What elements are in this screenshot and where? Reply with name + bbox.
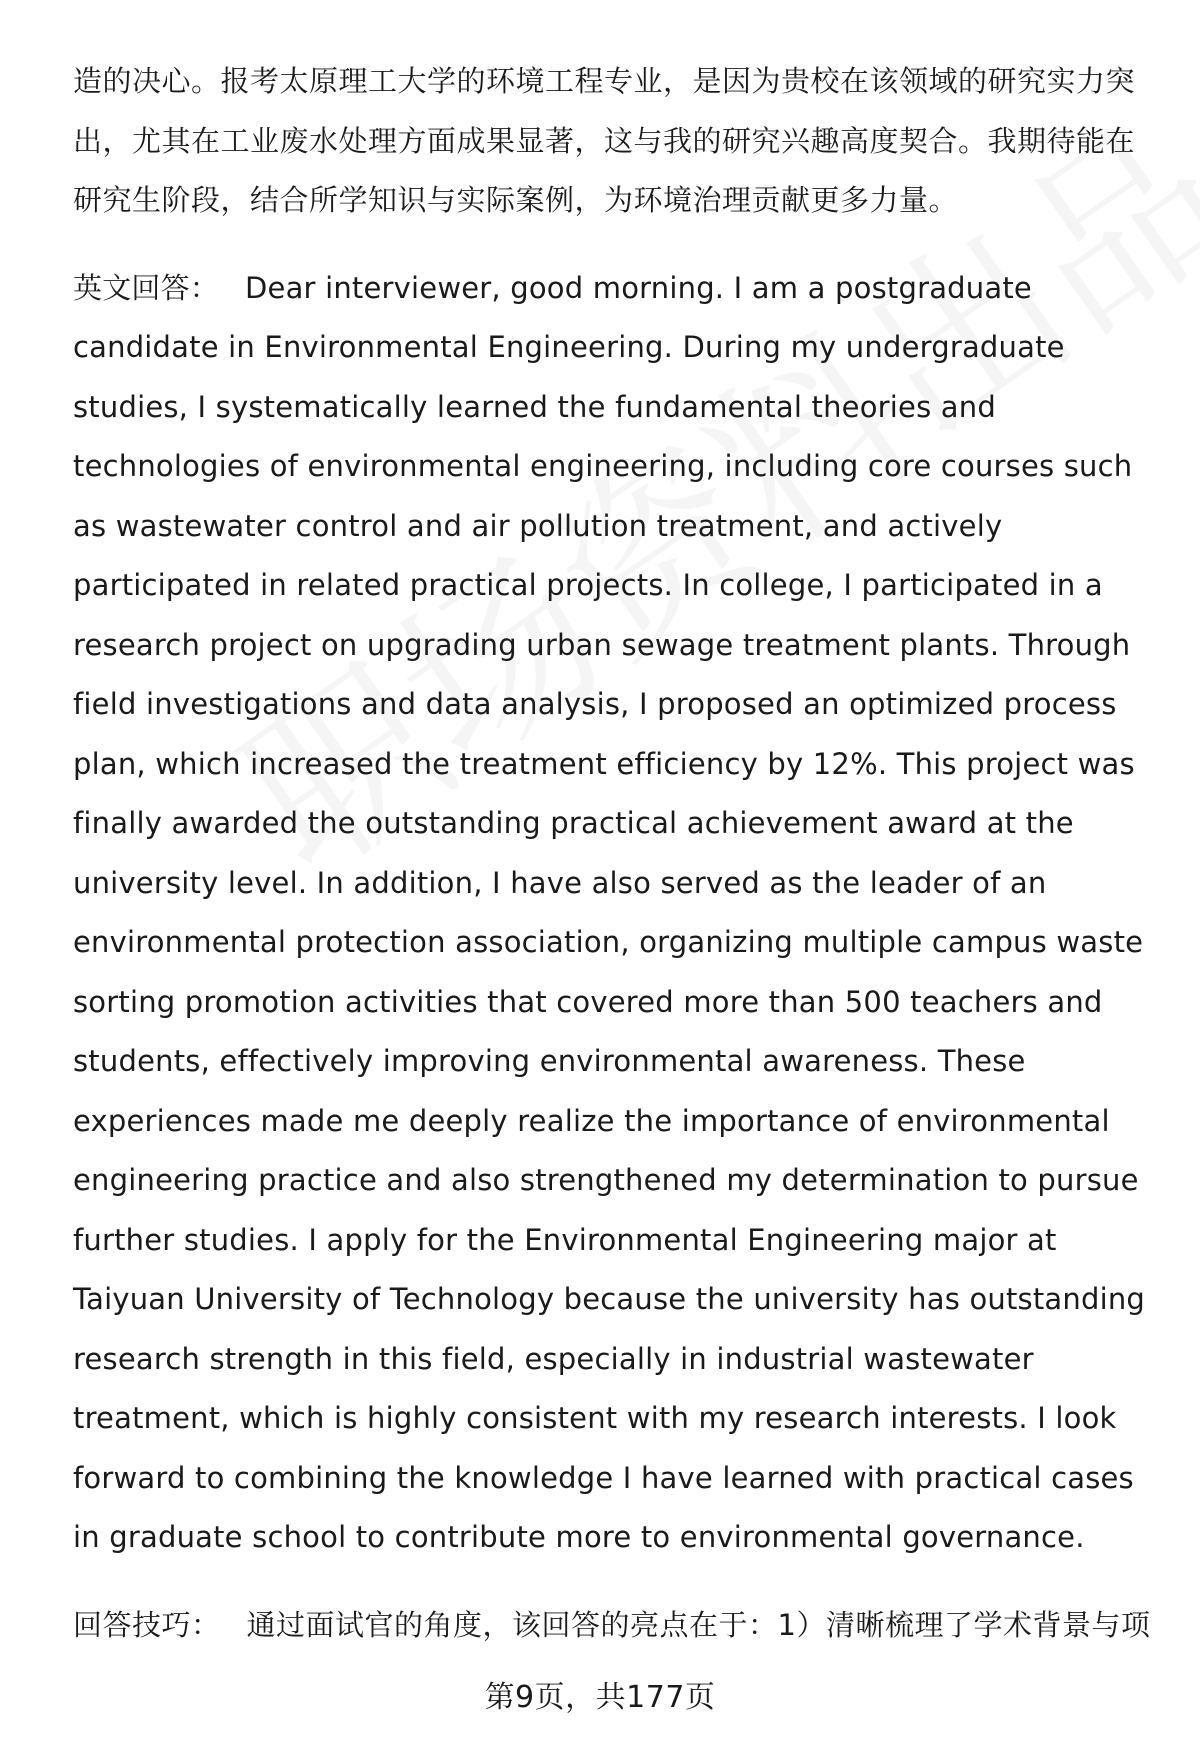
answer-tips-label: 回答技巧：	[73, 1607, 221, 1642]
document-body	[73, 52, 1158, 1655]
intro-paragraph: 造的决心。报考太原理工大学的环境工程专业，是因为贵校在该领域的研究实力突出，尤其在工业废水处理方面成果显著，这与我的研究兴趣高度契合。我期待能在研究生阶段，结合所学知识与实际案例，为环境治理贡献更多力量。	[73, 64, 1136, 217]
answer-tips-paragraph	[73, 1596, 1158, 1656]
answer-tips-text: 通过面试官的角度，该回答的亮点在于：1）清晰梳理了学术背景与项	[246, 1607, 1151, 1642]
english-answer-paragraph	[73, 259, 1158, 1568]
english-answer-text: Dear interviewer, good morning. I am a postgraduate candidate in Environmental Engineering. During my undergraduate studies, I systematically learned the fundamental theories and technologies of environmental engineering, including core courses such as wastewater control and air pollution treatment, and actively participated in related practical projects. In college, I participated in a research project on upgrading urban sewage treatment plants. Through field investigations and data analysis, I proposed an optimized process plan, which increased the treatment efficiency by 12%. This project was finally awarded the outstanding practical achievement award at the university level. In addition, I have also served as the leader of an environmental protection association, organizing multiple campus waste sorting promotion activities that covered more than 500 teachers and students, effectively improving environmental awareness. These experiences made me deeply realize the importance of environmental engineering practice and also strengthened my determination to pursue further studies. I apply for the Environmental Engineering major at Taiyuan University of Technology because the university has outstanding research strength in this field, especially in industrial wastewater treatment, which is highly consistent with my research interests. I look forward to combining the knowledge I have learned with practical cases in graduate school to contribute more to environmental governance.	[73, 270, 1146, 1554]
page-indicator: 第9页，共177页	[484, 1680, 716, 1715]
english-answer-label: 英文回答：	[73, 270, 220, 305]
